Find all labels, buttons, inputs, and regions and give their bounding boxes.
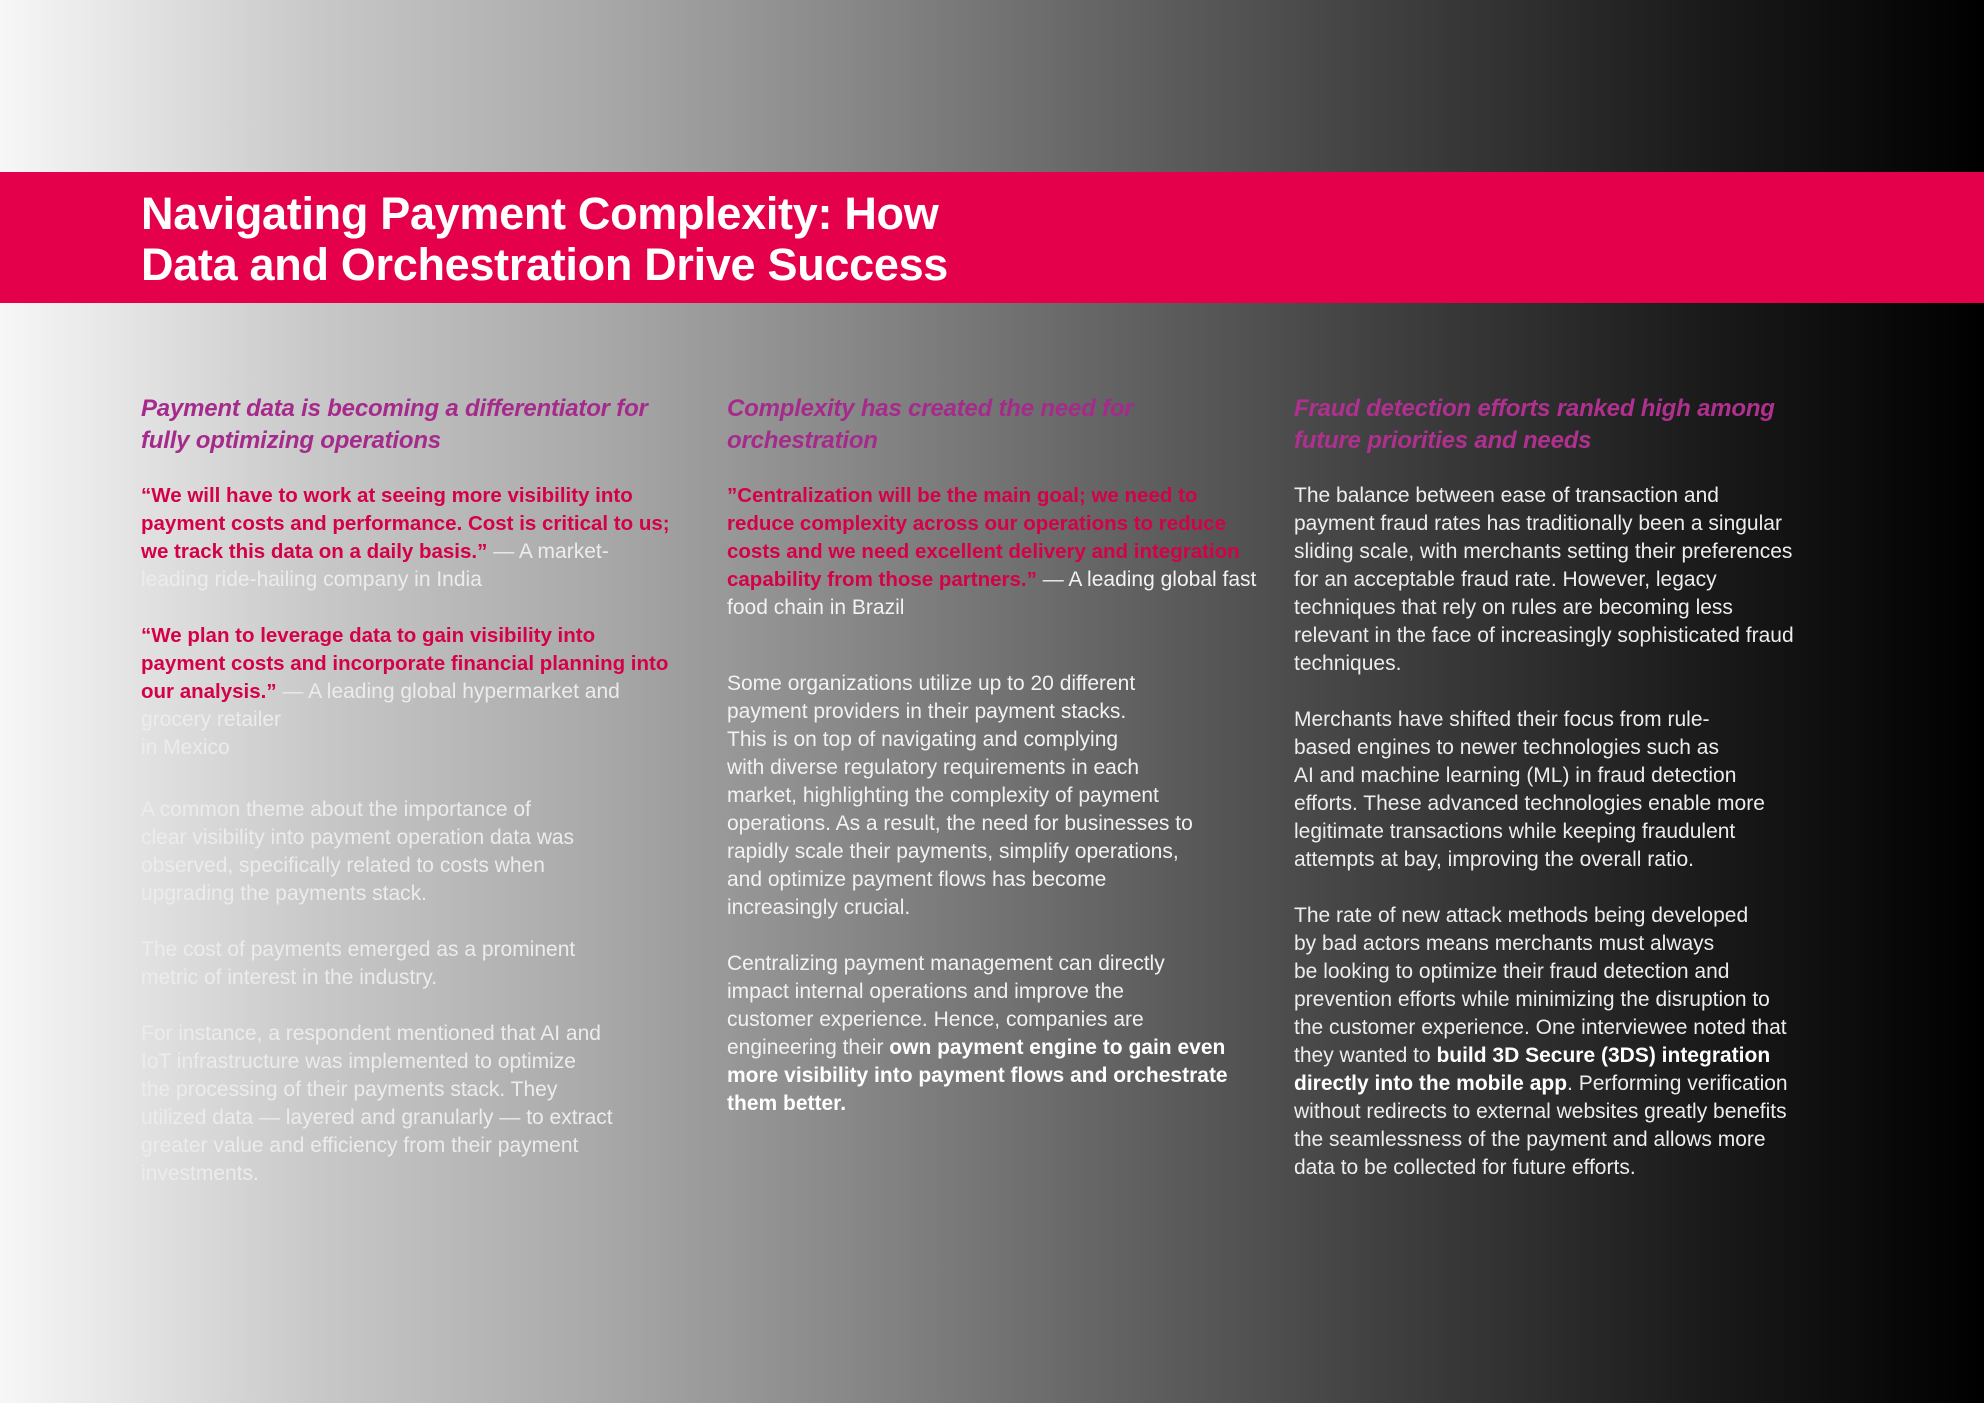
column-fraud-detection [1294, 393, 1834, 1182]
column-heading: Fraud detection efforts ranked high among future priorities and needs [1294, 395, 1775, 454]
quote-text: “We will have to work at seeing more visibility into payment costs and performance. Cost is critical to us; we track this data on a daily basis.” [141, 484, 670, 563]
quote-attribution: — A leading global hypermarket and grocery retailer in Mexico [141, 680, 620, 759]
body-paragraph [1294, 902, 1834, 1182]
column-heading: Payment data is becoming a differentiator for fully optimizing operations [141, 395, 648, 454]
body-paragraph [727, 950, 1257, 1118]
body-text: Centralizing payment management can directly impact internal operations and improve the customer experience. Hence, companies are engineering their [727, 952, 1165, 1059]
quote-block [141, 622, 671, 762]
body-paragraph: Some organizations utilize up to 20 different payment providers in their payment stacks. This is on top of navigating and complying with diverse regulatory requirements in each market, highlighting the complexity of payment operations. As a result, the need for businesses to rapidly scale their payments, simplify operations, and optimize payment flows has become increasingly crucial. [727, 672, 1193, 919]
emphasis-text: build 3D Secure (3DS) integration directly into the mobile app [1294, 1044, 1771, 1095]
quote-attribution: — A leading global fast food chain in Brazil [727, 568, 1257, 619]
title-banner [0, 172, 1984, 303]
quote-block [727, 482, 1257, 622]
body-text: . Performing verification without redirects to external websites greatly benefits the seamlessness of the payment and allows more data to be collected for future efforts. [1294, 1072, 1788, 1179]
body-paragraph: The balance between ease of transaction and payment fraud rates has traditionally been a singular sliding scale, with merchants setting their preferences for an acceptable fraud rate. However, legacy techniques that rely on rules are becoming less relevant in the face of increasingly sophisticated fraud techniques. [1294, 484, 1794, 675]
body-paragraph: For instance, a respondent mentioned that AI and IoT infrastructure was implemented to optimize the processing of their payments stack. They utilized data — layered and granularly — to extract greater value and efficiency from their payment investments. [141, 1022, 613, 1185]
emphasis-text: own payment engine to gain even more visibility into payment flows and orchestrate them better. [727, 1036, 1228, 1115]
column-payment-data [141, 393, 671, 1188]
column-heading: Complexity has created the need for orchestration [727, 395, 1134, 454]
body-text: The rate of new attack methods being developed by bad actors means merchants must always be looking to optimize their fraud detection and prevention efforts while minimizing the disruption to the customer experience. One interviewee noted that they wanted to [1294, 904, 1787, 1067]
quote-text: ”Centralization will be the main goal; we need to reduce complexity across our operations to reduce costs and we need excellent delivery and integration capability from those partners.” [727, 484, 1240, 591]
body-paragraph: A common theme about the importance of clear visibility into payment operation data was observed, specifically related to costs when upgrading the payments stack. [141, 798, 575, 905]
body-paragraph: Merchants have shifted their focus from rule- based engines to newer technologies such as AI and machine learning (ML) in fraud detection efforts. These advanced technologies enable more legitimate transactions while keeping fraudulent attempts at bay, improving the overall ratio. [1294, 708, 1765, 871]
quote-attribution: — A market-leading ride-hailing company in India [141, 540, 609, 591]
column-orchestration [727, 393, 1257, 1118]
quote-text: “We plan to leverage data to gain visibility into payment costs and incorporate financial planning into our analysis.” [141, 624, 669, 703]
quote-block [141, 482, 671, 594]
body-paragraph: The cost of payments emerged as a prominent metric of interest in the industry. [141, 938, 576, 989]
page-title: Navigating Payment Complexity: How Data and Orchestration Drive Success [141, 188, 949, 290]
